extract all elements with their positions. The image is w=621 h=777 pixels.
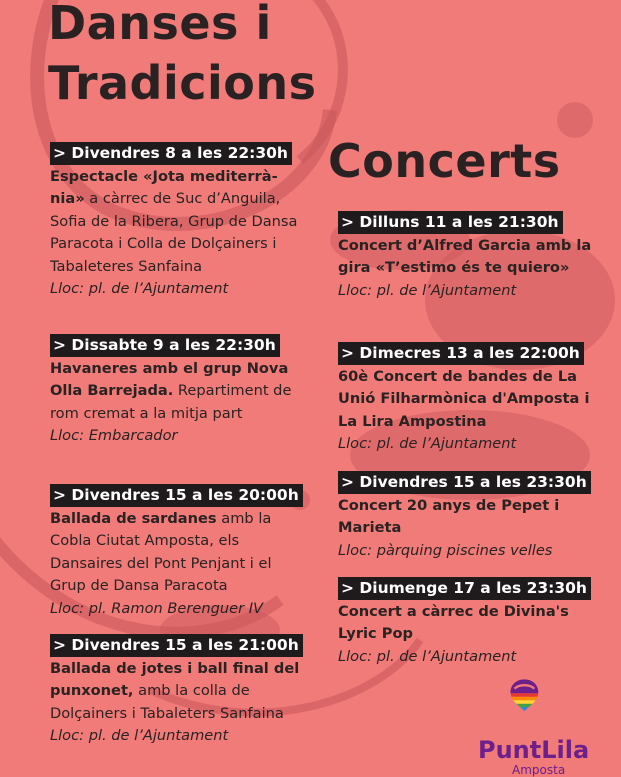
puntlila-logo-icon [504,674,574,736]
event-venue: Lloc: pl. de l’Ajuntament [338,647,517,665]
event-date-label: > Divendres 15 a les 21:00h [50,634,303,657]
event-title: Concert d’Alfred Garcia amb la gira «T’estimo és te quiero» [338,236,592,276]
event-venue: Lloc: Embarcador [50,427,178,444]
concert-event-3 [338,471,608,562]
event-venue: Lloc: pl. de l’Ajuntament [338,435,517,452]
event-date-label: > Divendres 15 a les 20:00h [50,484,303,507]
logo-word-punt: Punt [478,736,542,764]
event-venue: Lloc: pl. de l’Ajuntament [338,281,517,299]
event-title: Espectacle «Jota mediterrà-nia» [50,167,278,207]
event-description: amb la colla de Dolçainers i Tabaleters Sanfaina [50,682,284,722]
title-danses-line2: Tradicions [48,56,317,110]
event-description: amb la Cobla Ciutat Amposta, els Dansaires del Pont Penjant i el Grup de Dansa Paracota [50,509,272,594]
danses-event-1 [50,142,310,301]
event-title: Ballada de sardanes [50,509,217,527]
event-date-label: > Dilluns 11 a les 21:30h [338,211,563,234]
event-title: Ballada de jotes i ball final del punxonet, [50,659,300,699]
event-title: 60è Concert de bandes de La Unió Filharmònica d'Amposta i La Lira Ampostina [338,367,590,430]
event-description: a càrrec de Suc d’Anguila, Sofia de la Ribera, Grup de Dansa Paracota i Colla de Dolçainers i Tabaleteres Sanfaina [50,190,298,275]
event-venue: Lloc: pl. de l’Ajuntament [50,727,229,744]
event-date-label: > Divendres 8 a les 22:30h [50,142,292,165]
event-venue: Lloc: pl. Ramon Berenguer IV [50,599,264,617]
logo-word-lila: Lila [541,736,590,764]
concert-event-1 [338,211,608,302]
danses-event-3 [50,484,310,620]
event-title: Concert 20 anys de Pepet i Marieta [338,496,560,536]
danses-event-4 [50,634,310,748]
logo-wordmark [478,736,589,764]
event-venue: Lloc: pàrquing piscines velles [338,541,553,559]
event-title: Concert a càrrec de Divina's Lyric Pop [338,602,569,642]
concert-event-2 [338,342,608,456]
event-date-label: > Dissabte 9 a les 22:30h [50,334,280,357]
title-concerts: Concerts [328,134,561,188]
concert-event-4 [338,577,608,668]
danses-event-2 [50,334,310,448]
logo-subtitle: Amposta [512,763,566,777]
event-title: Havaneres amb el grup Nova Olla Barrejada. [50,359,289,399]
event-date-label: > Dimecres 13 a les 22:00h [338,342,584,365]
event-description: Repartiment de rom cremat a la mitja part [50,382,292,422]
title-danses-line1: Danses i [48,0,272,50]
event-date-label: > Divendres 15 a les 23:30h [338,471,591,494]
event-date-label: > Diumenge 17 a les 23:30h [338,577,591,600]
event-venue: Lloc: pl. de l’Ajuntament [50,280,229,297]
